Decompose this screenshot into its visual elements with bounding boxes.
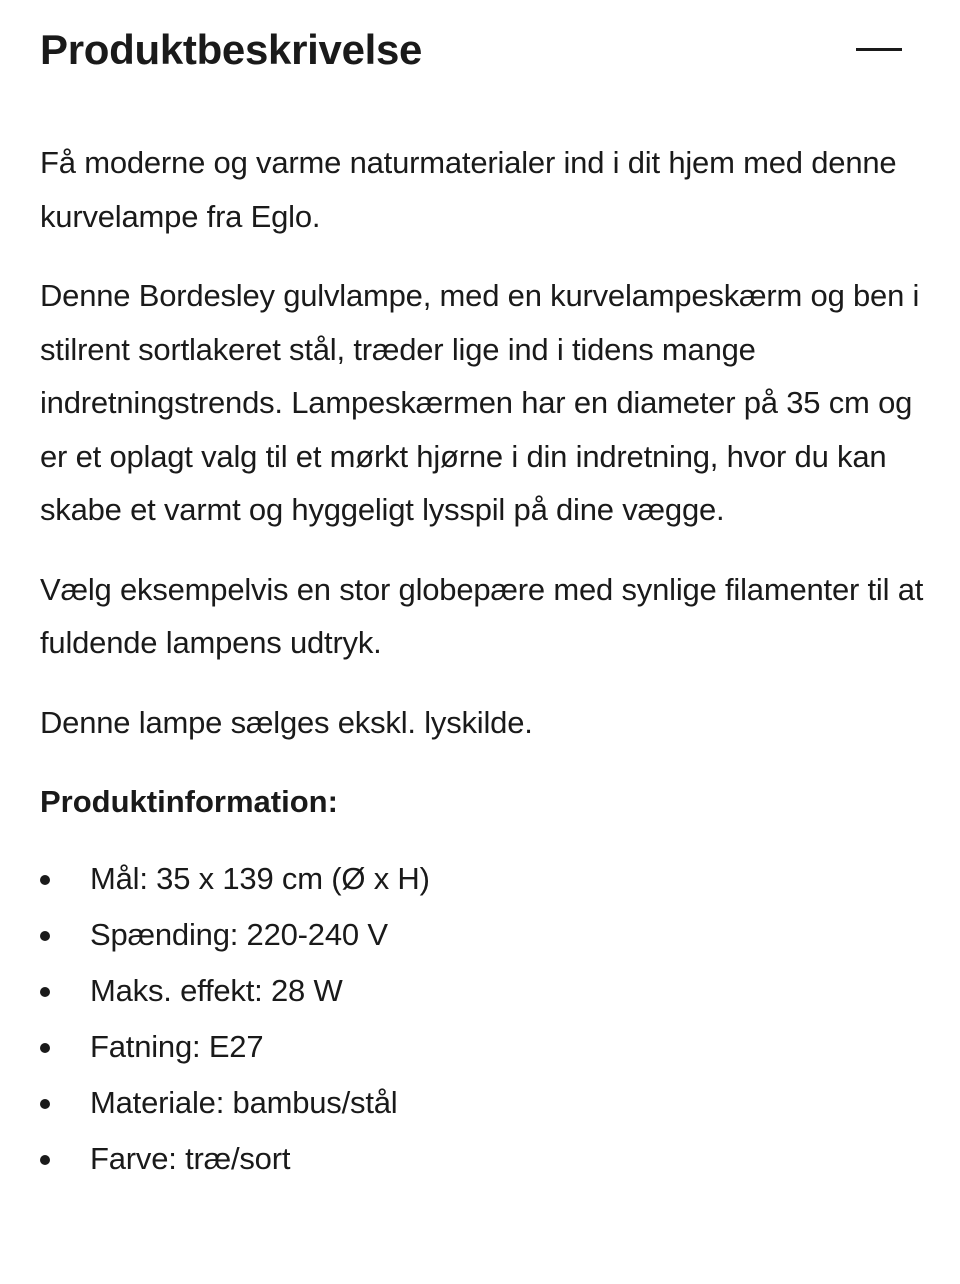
description-paragraph: Få moderne og varme naturmaterialer ind i dit hjem med denne kurvelampe fra Eglo. — [40, 145, 897, 234]
spec-list — [40, 851, 930, 1187]
product-info-heading: Produktinformation: — [40, 784, 338, 819]
section-title: Produktbeskrivelse — [40, 26, 423, 73]
spec-item — [40, 1019, 930, 1075]
spec-item — [40, 907, 930, 963]
product-description — [40, 136, 930, 1187]
bullet-icon — [40, 987, 50, 997]
collapse-button[interactable] — [856, 28, 902, 72]
description-paragraph: Vælg eksempelvis en stor globepære med synlige filamenter til at fuldende lampens udtryk. — [40, 571, 924, 660]
description-paragraph: Denne Bordesley gulvlampe, med en kurvelampeskærm og ben i stilrent sortlakeret stål, træder lige ind i tidens mange indretningstrends. Lampeskærmen har en diameter på 35 cm og er et oplagt valg til et mørkt hjørne i din indretning, hvor du kan skabe et varmt og hyggeligt lysspil på dine vægge. — [40, 278, 920, 527]
spec-text: Spænding: 220-240 V — [90, 917, 388, 952]
bullet-icon — [40, 931, 50, 941]
spec-item — [40, 851, 930, 907]
spec-item — [40, 1131, 930, 1187]
spec-text: Mål: 35 x 139 cm (Ø x H) — [90, 861, 430, 896]
spec-text: Materiale: bambus/stål — [90, 1085, 398, 1120]
bullet-icon — [40, 1099, 50, 1109]
spec-text: Farve: træ/sort — [90, 1141, 291, 1176]
minus-icon — [856, 48, 902, 51]
spec-text: Maks. effekt: 28 W — [90, 973, 343, 1008]
spec-item — [40, 1075, 930, 1131]
section-header[interactable] — [40, 22, 920, 78]
bullet-icon — [40, 1155, 50, 1165]
bullet-icon — [40, 875, 50, 885]
bullet-icon — [40, 1043, 50, 1053]
spec-item — [40, 963, 930, 1019]
spec-text: Fatning: E27 — [90, 1029, 264, 1064]
description-paragraph: Denne lampe sælges ekskl. lyskilde. — [40, 704, 533, 740]
